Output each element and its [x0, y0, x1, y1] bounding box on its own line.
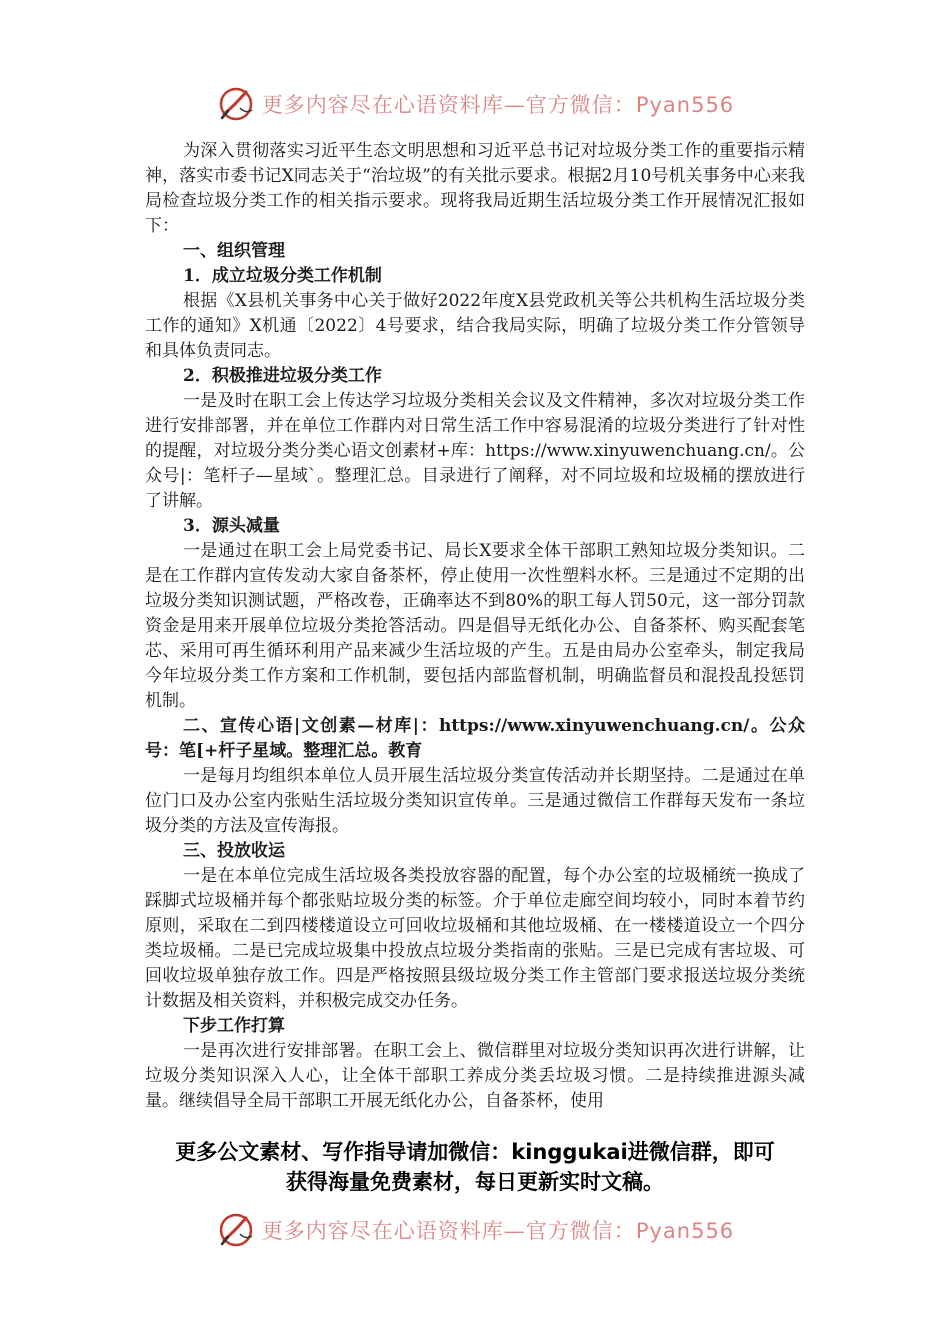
section-heading-publicity: 二、宣传心语|文创素—材库|：https://www.xinyuwenchuang.cn/。公众号：笔[+杆子星域。整理汇总。教育 [145, 716, 805, 761]
subheading-promote: 2．积极推进垃圾分类工作 [183, 366, 382, 386]
promo-line-2: 获得海量免费素材，每日更新实时文稿。 [286, 1170, 664, 1194]
subheading-reduction: 3．源头减量 [183, 516, 280, 536]
pen-logo-icon [216, 1210, 256, 1250]
paragraph-next-steps: 一是再次进行安排部署。在职工会上、微信群里对垃圾分类知识再次进行讲解，让垃圾分类知识深入人心，让全体干部职工养成分类丢垃圾习惯。二是持续推进源头减量。继续倡导全局干部职工开展无纸化办公，自备茶杯，使用 [145, 1041, 805, 1111]
section-heading-next-steps: 下步工作打算 [183, 1016, 285, 1036]
banner-text: 更多内容尽在心语资料库—官方微信：Pyan556 [261, 93, 735, 117]
banner-text: 更多内容尽在心语资料库—官方微信：Pyan556 [261, 1219, 735, 1243]
paragraph-collection: 一是在本单位完成生活垃圾各类投放容器的配置，每个办公室的垃圾桶统一换成了踩脚式垃圾桶并每个都张贴垃圾分类的标签。介于单位走廊空间均较小，同时本着节约原则，采取在二到四楼楼道设立可回收垃圾桶和其他垃圾桶、在一楼楼道设立一个四分类垃圾桶。二是已完成垃圾集中投放点垃圾分类指南的张贴。三是已完成有害垃圾、可回收垃圾单独存放工作。四是严格按照县级垃圾分类工作主管部门要求报送垃圾分类统计数据及相关资料，并积极完成交办任务。 [145, 866, 805, 1011]
paragraph-mechanism: 根据《X县机关事务中心关于做好2022年度X县党政机关等公共机构生活垃圾分类工作的通知》X机通〔2022〕4号要求，结合我局实际，明确了垃圾分类工作分管领导和具体负责同志。 [145, 291, 805, 361]
promo-line-1: 更多公文素材、写作指导请加微信：kinggukai进微信群，即可 [175, 1140, 775, 1164]
pen-logo-icon [216, 84, 256, 124]
section-heading-organization: 一、组织管理 [183, 241, 285, 261]
document-body [145, 139, 805, 1114]
section-heading-collection: 三、投放收运 [183, 841, 285, 861]
intro-paragraph: 为深入贯彻落实习近平生态文明思想和习近平总书记对垃圾分类工作的重要指示精神，落实市委书记X同志关于“治垃圾”的有关批示要求。根据2月10号机关事务中心来我局检查垃圾分类工作的相关指示要求。现将我局近期生活垃圾分类工作开展情况汇报如下： [145, 141, 805, 236]
paragraph-publicity: 一是每月均组织本单位人员开展生活垃圾分类宣传活动并长期坚持。二是通过在单位门口及办公室内张贴生活垃圾分类知识宣传单。三是通过微信工作群每天发布一条垃圾分类的方法及宣传海报。 [145, 766, 805, 836]
paragraph-promote: 一是及时在职工会上传达学习垃圾分类相关会议及文件精神，多次对垃圾分类工作进行安排部署，并在单位工作群内对日常生活工作中容易混淆的垃圾分类进行了针对性的提醒，对垃圾分类分类心语文创素材+库：https://www.xinyuwenchuang.cn/。公众号|：笔杆子—星域`。整理汇总。目录进行了阐释，对不同垃圾和垃圾桶的摆放进行了讲解。 [145, 391, 805, 511]
footer-banner [0, 1208, 950, 1252]
subheading-mechanism: 1．成立垃圾分类工作机制 [183, 266, 382, 286]
promo-notice [145, 1137, 805, 1197]
header-banner [0, 82, 950, 126]
paragraph-reduction: 一是通过在职工会上局党委书记、局长X要求全体干部职工熟知垃圾分类知识。二是在工作群内宣传发动大家自备茶杯，停止使用一次性塑料水杯。三是通过不定期的出垃圾分类知识测试题，严格改卷，正确率达不到80%的职工每人罚50元，这一部分罚款资金是用来开展单位垃圾分类抢答活动。四是倡导无纸化办公、自备茶杯、购买配套笔芯、采用可再生循环利用产品来减少生活垃圾的产生。五是由局办公室牵头，制定我局今年垃圾分类工作方案和工作机制，要包括内部监督机制，明确监督员和混投乱投惩罚机制。 [145, 541, 805, 711]
